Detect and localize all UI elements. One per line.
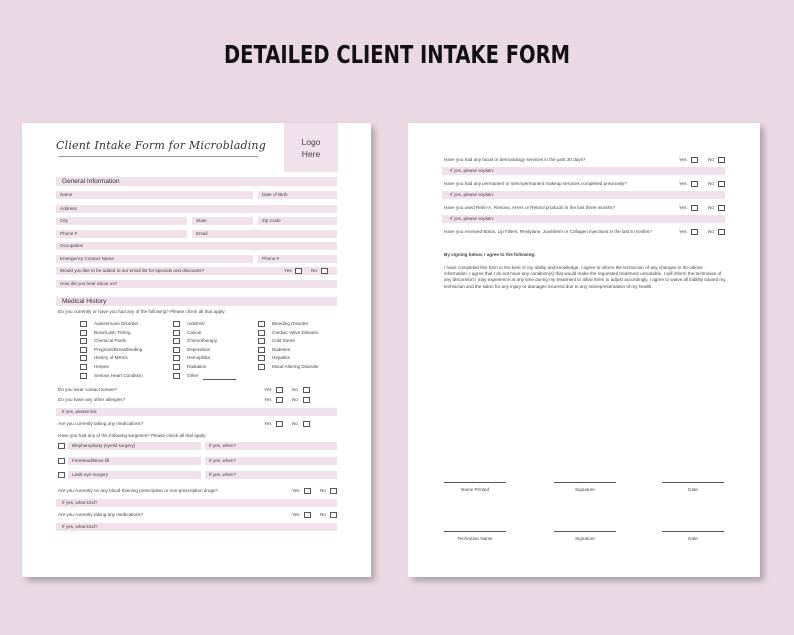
condition-checkbox[interactable]: [258, 364, 265, 370]
facial-explain-field[interactable]: If yes, please explain:: [442, 167, 725, 175]
signature-label: Name Printed: [460, 487, 490, 492]
medications-question: Are you currently taking any medications?: [58, 421, 144, 426]
dob-field[interactable]: Date of Birth: [258, 191, 337, 199]
email-list-yes-checkbox[interactable]: [295, 268, 302, 274]
referral-field[interactable]: How did you hear about us?: [56, 280, 337, 288]
condition-checkbox[interactable]: [80, 355, 87, 361]
medications-yes-checkbox[interactable]: [276, 421, 283, 427]
blood-thinning-kind-field[interactable]: If yes, what kind?: [56, 499, 337, 507]
condition-label: Depression: [187, 346, 211, 352]
surgery-when-label: If yes, when?: [209, 443, 237, 448]
surgery-when-label: If yes, when?: [209, 472, 237, 477]
signature-line[interactable]: [444, 531, 506, 532]
allergies-question: Do you have any other allergies?: [58, 397, 126, 402]
other-line: [203, 379, 236, 380]
condition-label: Chemical Peels: [94, 338, 126, 344]
condition-label: Chemotherapy: [187, 338, 218, 344]
allergies-no-checkbox[interactable]: [303, 397, 310, 403]
retinol-explain-field[interactable]: If yes, please explain:: [442, 215, 725, 223]
makeup-yes-checkbox[interactable]: [691, 181, 698, 187]
form-page-1: Client Intake Form for Microblading Logo Here General Information Name Date of Birth Address City State Zip Code Phone # Email Occupation Emergency Contact Name Phone # Would you like to be added to our email list for specials and discounts? Yes No How did you hear about us? Medical History Do you currently or have you had any of the following? Please check all that apply: Do you wear contact lenses? Yes No Do you have any other allergies? Yes No If yes, please list: Are you currently taking any medications? Yes No Have you had any of the following surgeries? Please check all that apply: Are you currently on any blood-thinning prescription or non-prescription drugs? Yes No If yes, what kind? Are you currently taking any medications? Yes No If yes, what kind? Autoimmune Disorder Brow/Lash Tinting Chemical Peels Pregnant/Breastfeeding History of MRSA Herpes Serious Heart Condition Aids/HIV Cancer Chemotherapy Depression Hemophilia Radiation Other Bleeding Disorder Cardiac Valve Disease Cold Sores Diabetes Hepatitis Mood Altering Disorder Blepharoplasty (eyelid surgery) If yes, when? Forehead/Brow lift If yes, when? Lasik eye surgery If yes, when?: [22, 123, 371, 577]
condition-label: Autoimmune Disorder: [94, 321, 139, 326]
surgery-item: [68, 471, 201, 479]
email-list-no-checkbox[interactable]: [321, 268, 328, 274]
general-info-heading: General Information: [56, 177, 337, 186]
surgery-when-field[interactable]: [205, 442, 337, 450]
condition-label: Bleeding Disorder: [272, 321, 309, 326]
city-field[interactable]: City: [56, 217, 187, 225]
surgery-checkbox[interactable]: [58, 458, 65, 464]
agreement-text: I have completed this form to the best of my ability and knowledge. I agree to inform the technician of any changes in the above information. I agree that I do not have any condition(s) that would make the requested treatment unsuitable. I will inform the technician of any discomfort I may experience at any time during my treatment to allow them to adjust accordingly. I agree to waive all liability toward my technician and the salon for any injury or damages incurred due to any misrepresentation of my health.: [444, 265, 726, 289]
condition-checkbox[interactable]: [173, 355, 180, 361]
emergency-contact-field[interactable]: Emergency Contact Name: [56, 255, 253, 263]
yes-label: Yes: [284, 268, 292, 273]
condition-label: History of MRSA: [94, 355, 128, 361]
surgery-prompt: Have you had any of the following surgeries? Please check all that apply:: [58, 433, 207, 438]
facial-no-checkbox[interactable]: [718, 157, 725, 163]
condition-checkbox[interactable]: [80, 321, 87, 327]
surgery-item: [68, 457, 201, 465]
condition-checkbox[interactable]: [173, 373, 180, 379]
condition-checkbox[interactable]: [80, 347, 87, 353]
conditions-prompt: Do you currently or have you had any of the following? Please check all that apply:: [58, 309, 226, 314]
condition-checkbox[interactable]: [173, 364, 180, 370]
signature-line[interactable]: [554, 482, 616, 483]
condition-checkbox[interactable]: [173, 347, 180, 353]
injections-yes-checkbox[interactable]: [691, 229, 698, 235]
condition-checkbox[interactable]: [173, 330, 180, 336]
condition-label: Mood Altering Disorder: [272, 364, 319, 369]
email-list-question: Would you like to be added to our email list for specials and discounts?: [56, 267, 337, 275]
medications2-yes-checkbox[interactable]: [304, 512, 311, 518]
address-field[interactable]: Address: [56, 205, 337, 213]
condition-checkbox[interactable]: [173, 338, 180, 344]
condition-checkbox[interactable]: [258, 330, 265, 336]
logo-placeholder: Logo Here: [284, 123, 338, 172]
condition-label: Serious Heart Condition: [94, 372, 143, 378]
medications-no-checkbox[interactable]: [303, 421, 310, 427]
allergies-list-field[interactable]: If yes, please list:: [56, 408, 337, 416]
state-field[interactable]: State: [192, 217, 253, 225]
condition-label: Cancer: [187, 329, 202, 335]
surgery-when-label: If yes, when?: [209, 457, 237, 463]
signature-line[interactable]: [662, 531, 724, 532]
condition-label: Aids/HIV: [187, 321, 205, 326]
title-underline: [58, 156, 258, 157]
condition-label: Hemophilia: [187, 355, 210, 361]
condition-label: Brow/Lash Tinting: [94, 329, 131, 335]
surgery-checkbox[interactable]: [58, 443, 65, 449]
condition-checkbox[interactable]: [258, 355, 265, 361]
lenses-yes-checkbox[interactable]: [276, 387, 283, 393]
zip-field[interactable]: Zip Code: [258, 217, 337, 225]
retinol-yes-checkbox[interactable]: [691, 205, 698, 211]
agreement-heading: By signing below, I agree to the following:: [444, 252, 536, 257]
condition-checkbox[interactable]: [80, 338, 87, 344]
injections-question: Have you received Botox, Lip Fillers, Restylane, Juvéderm or Collagen injections in the last 6 months?: [444, 229, 652, 234]
allergies-yes-checkbox[interactable]: [276, 397, 283, 403]
occupation-field[interactable]: Occupation: [56, 242, 337, 250]
blood-thinning-question: Are you currently on any blood-thinning prescription or non-prescription drugs?: [58, 488, 218, 493]
surgery-item: [68, 442, 201, 450]
retinol-question: Have you used Retin-A, Renova, AHAs or Retinol products in the last three months?: [444, 205, 616, 210]
condition-label: Hepatitis: [272, 355, 290, 361]
signature-label: Technician Name: [457, 536, 493, 541]
surgery-label: Forehead/Brow lift: [72, 457, 110, 463]
facial-yes-checkbox[interactable]: [691, 157, 698, 163]
email-field[interactable]: Email: [192, 230, 337, 238]
blood-thinning-no-checkbox[interactable]: [330, 488, 337, 494]
signature-label: Signature: [575, 487, 595, 492]
phone-field[interactable]: Phone #: [56, 230, 187, 238]
condition-checkbox[interactable]: [80, 330, 87, 336]
makeup-no-checkbox[interactable]: [718, 181, 725, 187]
condition-label: Diabetes: [272, 346, 291, 352]
form-title: Client Intake Form for Microblading: [56, 139, 266, 152]
facial-question: Have you had any facial or dermatology services in the past 30 days?: [444, 157, 586, 162]
surgery-checkbox[interactable]: [58, 472, 65, 478]
condition-checkbox[interactable]: [80, 373, 87, 379]
condition-checkbox[interactable]: [80, 364, 87, 370]
name-field[interactable]: Name: [56, 191, 253, 199]
signature-label: Date: [688, 487, 698, 492]
surgery-label: Lasik eye surgery: [72, 472, 109, 477]
condition-checkbox[interactable]: [258, 338, 265, 344]
lenses-question: Do you wear contact lenses?: [58, 387, 117, 392]
signature-line[interactable]: [444, 482, 506, 483]
lenses-no-checkbox[interactable]: [303, 387, 310, 393]
surgery-when-field[interactable]: [205, 471, 337, 479]
condition-label: Herpes: [94, 364, 109, 369]
form-page-2: Have you had any facial or dermatology services in the past 30 days? Yes No If yes, please explain: Have you had any permanent or semi-permanent makeup services completed previously? Yes No If yes, please explain: Have you used Retin-A, Renova, AHAs or Retinol products in the last three months? Yes No If yes, please explain: Have you received Botox, Lip Fillers, Restylane, Juvéderm or Collagen injections in the last 6 months? Yes No By signing below, I agree to the following: I have completed this form to the best of my ability and knowledge. I agree to inform the technician of any changes in the above information. I agree that I do not have any condition(s) that would make the requested treatment unsuitable. I will inform the technician of any discomfort I may experience at any time during my treatment to allow them to adjust accordingly. I agree to waive all liability toward my technician and the salon for any injury or damages incurred due to any misrepresentation of my health. Name Printed Signature Date Technician Name Signature Date: [408, 123, 760, 577]
surgery-label: Blepharoplasty (eyelid surgery): [72, 443, 136, 448]
condition-label: Cardiac Valve Disease: [272, 329, 319, 335]
medications2-no-checkbox[interactable]: [330, 512, 337, 518]
makeup-explain-field[interactable]: If yes, please explain:: [442, 191, 725, 199]
condition-checkbox[interactable]: [258, 321, 265, 327]
signature-label: Date: [688, 536, 698, 541]
condition-label: Pregnant/Breastfeeding: [94, 346, 143, 352]
signature-line[interactable]: [554, 531, 616, 532]
no-label: No: [311, 268, 317, 273]
medical-history-heading: Medical History: [56, 297, 337, 306]
makeup-question: Have you had any permanent or semi-permanent makeup services completed previously?: [444, 181, 627, 186]
medications2-kind-field[interactable]: If yes, what kind?: [56, 523, 337, 531]
surgery-when-field[interactable]: [205, 457, 337, 465]
condition-checkbox[interactable]: [173, 321, 180, 327]
signature-label: Signature: [575, 536, 595, 541]
condition-label: Other: [187, 372, 199, 378]
page-headline: DETAILED CLIENT INTAKE FORM: [223, 40, 571, 69]
condition-label: Radiation: [187, 364, 207, 369]
condition-checkbox[interactable]: [258, 347, 265, 353]
medications2-question: Are you currently taking any medications?: [58, 512, 144, 517]
condition-label: Cold Sores: [272, 338, 295, 344]
signature-line[interactable]: [662, 482, 724, 483]
injections-no-checkbox[interactable]: [718, 229, 725, 235]
emergency-phone-field[interactable]: Phone #: [258, 255, 337, 263]
blood-thinning-yes-checkbox[interactable]: [304, 488, 311, 494]
retinol-no-checkbox[interactable]: [718, 205, 725, 211]
